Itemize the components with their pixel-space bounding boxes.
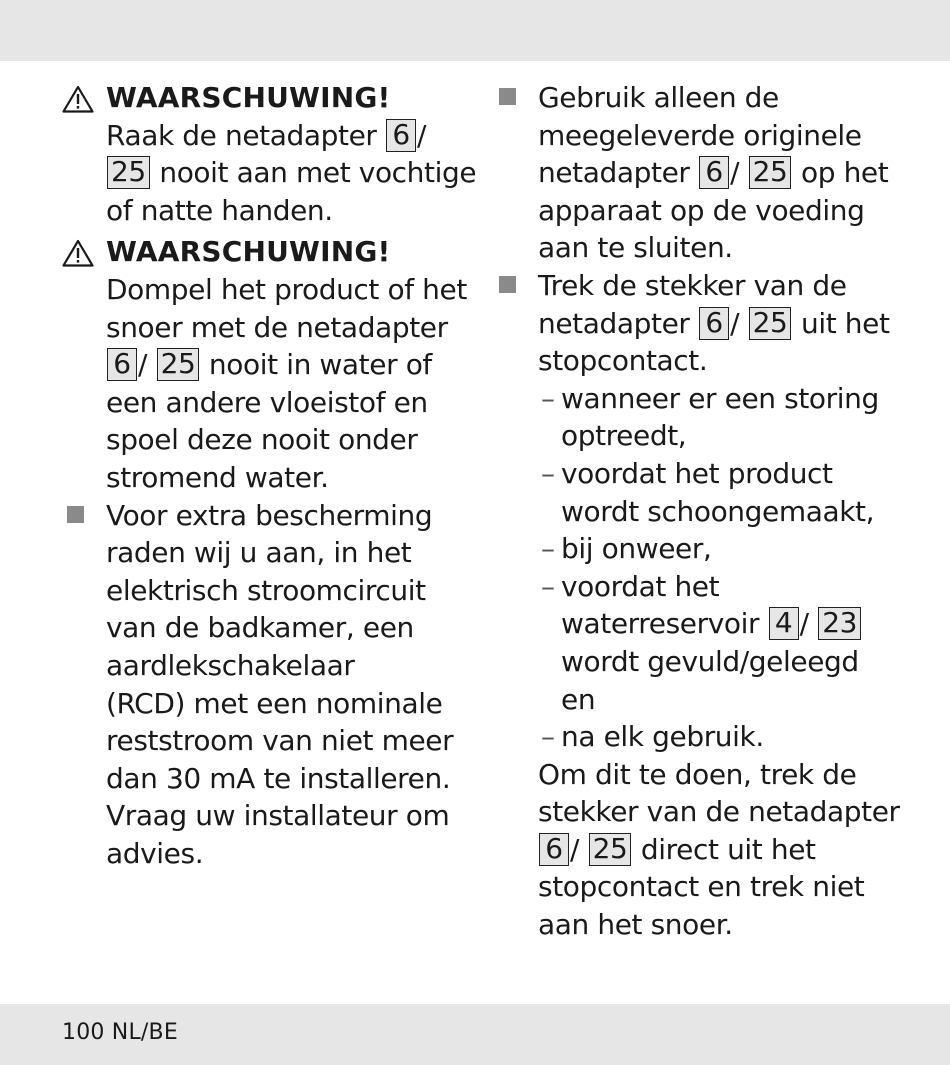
text: voordat het product (561, 456, 833, 490)
reference-box: 6 (386, 119, 416, 152)
text: wanneer er een storing (561, 381, 879, 415)
text: (RCD) met een nominale (106, 686, 443, 720)
text: nooit in water of (208, 348, 432, 382)
left-column (62, 79, 477, 872)
reference-box: 23 (818, 607, 861, 640)
text: wordt gevuld/geleegd (561, 644, 859, 678)
reference-box: 25 (157, 348, 200, 381)
dash-item (538, 718, 934, 756)
reference-box: 6 (699, 307, 729, 340)
text: stromend water. (106, 460, 329, 494)
text: netadapter (538, 306, 690, 340)
reference-box: 6 (699, 156, 729, 189)
text: reststroom van niet meer (106, 724, 454, 758)
reference-box: 6 (539, 833, 569, 866)
text: nooit aan met vochtige (159, 156, 477, 190)
separator: / (799, 607, 809, 641)
warning-title: WAARSCHUWING! (106, 81, 391, 114)
text: een andere vloeistof en (106, 385, 428, 419)
separator: / (138, 348, 148, 382)
dash-item (538, 380, 934, 455)
page-footer (62, 1018, 178, 1048)
text: raden wij u aan, in het (106, 536, 412, 570)
locale-label: NL/BE (111, 1020, 178, 1045)
text: en (561, 682, 596, 716)
square-bullet-icon (67, 506, 84, 523)
right-column (494, 79, 934, 944)
text: Om dit te doen, trek de (538, 757, 857, 791)
dash-marker: – (541, 720, 555, 754)
text: direct uit het (640, 832, 816, 866)
square-bullet-icon (499, 276, 516, 293)
text: stopcontact en trek niet (538, 870, 865, 904)
reference-box: 25 (589, 833, 632, 866)
bullet-block-original-adapter (494, 79, 934, 267)
reference-box: 6 (107, 348, 137, 381)
text: waterreservoir (561, 607, 760, 641)
text: Gebruik alleen de (538, 81, 779, 114)
text: aan het snoer. (538, 908, 733, 942)
text: bij onweer, (561, 532, 712, 566)
text: elektrisch stroomcircuit (106, 573, 426, 607)
bullet-block-rcd (62, 497, 472, 873)
text: optreedt, (561, 419, 687, 453)
dash-item (538, 530, 934, 568)
text: uit het (800, 306, 890, 340)
text: op het (800, 156, 889, 190)
reference-box: 25 (749, 307, 792, 340)
text: stekker van de netadapter (538, 795, 900, 829)
text: Trek de stekker van de (538, 268, 847, 302)
text: stopcontact. (538, 344, 708, 378)
dash-marker: – (541, 532, 555, 566)
page-number: 100 (62, 1020, 105, 1045)
text: Dompel het product of het (106, 272, 467, 306)
text: aardlekschakelaar (106, 648, 355, 682)
text: Vraag uw installateur om (106, 799, 450, 833)
text: Raak de netadapter (106, 118, 377, 152)
separator: / (730, 306, 740, 340)
warning-triangle-icon (62, 233, 106, 270)
text: aan te sluiten. (538, 231, 733, 265)
text: snoer met de netadapter (106, 310, 448, 344)
dash-item (538, 568, 934, 718)
text: van de badkamer, een (106, 611, 414, 645)
text: Voor extra bescherming (106, 498, 433, 532)
dash-marker: – (541, 569, 555, 603)
text: apparaat op de voeding (538, 193, 865, 227)
dash-marker: – (541, 381, 555, 415)
text: meegeleverde originele (538, 118, 862, 152)
header-band (0, 0, 950, 61)
warning-block-1 (62, 79, 477, 229)
square-bullet-icon (499, 88, 516, 105)
text: of natte handen. (106, 193, 333, 227)
warning-block-2 (62, 233, 472, 496)
text: netadapter (538, 156, 690, 190)
warning-triangle-icon (62, 79, 106, 116)
reference-box: 25 (749, 156, 792, 189)
separator: / (570, 832, 580, 866)
text: na elk gebruik. (561, 720, 764, 754)
text: wordt schoongemaakt, (561, 494, 875, 528)
reference-box: 4 (769, 607, 799, 640)
separator: / (730, 156, 740, 190)
bullet-block-unplug (494, 267, 934, 944)
text: voordat het (561, 569, 720, 603)
reference-box: 25 (107, 156, 150, 189)
separator: / (417, 118, 427, 152)
text: advies. (106, 836, 204, 870)
dash-marker: – (541, 456, 555, 490)
warning-title: WAARSCHUWING! (106, 235, 391, 269)
dash-item (538, 455, 934, 530)
text: dan 30 mA te installeren. (106, 761, 451, 795)
text: spoel deze nooit onder (106, 423, 418, 457)
